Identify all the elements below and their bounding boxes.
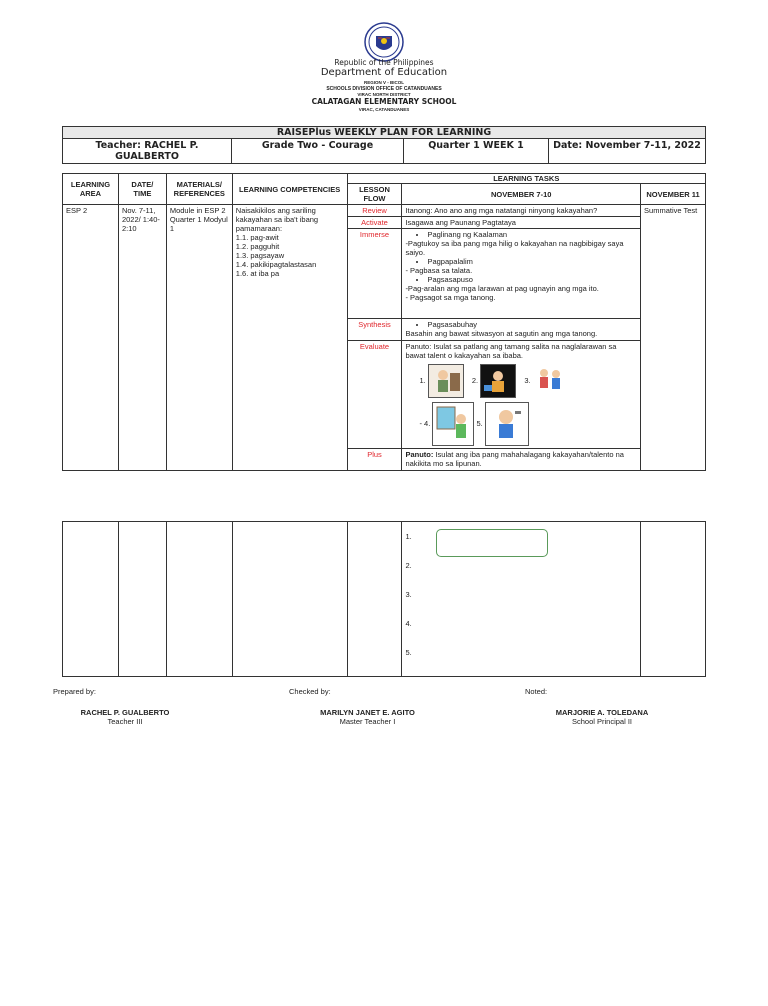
answer-lines-cell [402, 522, 641, 677]
competency-item: 1.3. pagsayaw [235, 251, 285, 260]
immerse-sub: - Pagbasa sa talata. [405, 266, 473, 275]
item-number: 5. [476, 418, 483, 428]
answer-line: 3. [405, 590, 412, 599]
nov-11-cell: Summative Test [641, 205, 706, 471]
flow-evaluate: Evaluate [347, 341, 402, 449]
plan-title-table [62, 126, 706, 164]
empty-cell [347, 522, 402, 677]
header-learning-area: LEARNING AREA [63, 174, 119, 205]
checked-label: Checked by: [289, 687, 331, 696]
answer-line: 2. [405, 561, 412, 570]
header-competencies: LEARNING COMPETENCIES [232, 174, 347, 205]
competencies-intro: Naisakikilos ang sariling kakayahan sa iba't ibang pamamaraan: [235, 206, 319, 233]
header-learning-tasks: LEARNING TASKS [347, 174, 705, 184]
noted-title: School Principal II [571, 717, 633, 726]
synthesis-cell [402, 319, 641, 341]
evaluate-instructions: Panuto: Isulat sa patlang ang tamang salita na naglalarawan sa bawat talent o kakayahan sa ibaba. [405, 342, 617, 360]
empty-cell [166, 522, 232, 677]
competencies-cell [232, 205, 347, 471]
continuation-table [62, 521, 706, 677]
header-materials: MATERIALS/ REFERENCES [166, 174, 232, 205]
empty-cell [63, 522, 119, 677]
singing-boy-image [428, 364, 464, 398]
answer-box [436, 529, 548, 557]
answer-line: 5. [405, 648, 412, 657]
division-text: SCHOOLS DIVISION OFFICE OF CATANDUANES [326, 86, 442, 92]
competency-item: 1.1. pag-awit [235, 233, 279, 242]
department-text: Department of Education [320, 67, 448, 78]
header-lesson-flow: LESSON FLOW [347, 184, 402, 205]
competency-item: 1.2. pagguhit [235, 242, 280, 251]
district-text: VIRAC NORTH DISTRICT [357, 92, 411, 97]
synthesis-bullet: • Pagsasabuhay [427, 320, 637, 329]
lesson-plan-table [62, 173, 706, 471]
synthesis-text: Basahin ang bawat sitwasyon at sagutin ang mga tanong. [405, 329, 598, 338]
answer-line: 4. [405, 619, 412, 628]
plus-instruction-text: Isulat ang iba pang mahahalagang kakayahan/talento na nakikita mo sa lipunan. [405, 450, 624, 468]
review-text: Itanong: Ano ano ang mga natatangi ninyong kakayahan? [402, 205, 641, 217]
school-name: CALATAGAN ELEMENTARY SCHOOL [311, 97, 457, 106]
drawing-kid-image [480, 364, 516, 398]
plus-cell [402, 449, 641, 471]
painting-kid-image [432, 402, 474, 446]
item-number: - [419, 418, 422, 428]
prepared-label: Prepared by: [53, 687, 96, 696]
empty-cell [232, 522, 347, 677]
competency-item: 1.4. pakikipagtalastasan [235, 260, 317, 269]
noted-label: Noted: [525, 687, 548, 696]
immerse-cell [402, 229, 641, 319]
quarter-cell: Quarter 1 WEEK 1 [404, 139, 549, 164]
empty-cell [641, 522, 706, 677]
answer-line: 1. [405, 532, 412, 541]
flow-plus: Plus [347, 449, 402, 471]
prepared-name: RACHEL P. GUALBERTO [80, 708, 170, 717]
plus-instruction-label: Panuto: [405, 450, 434, 459]
grade-cell: Grade Two - Courage [232, 139, 404, 164]
item-number: 2. [471, 375, 479, 385]
immerse-bullet: • Pagpapalalim [427, 257, 637, 266]
activate-text: Isagawa ang Paunang Pagtataya [402, 217, 641, 229]
flow-synthesis: Synthesis [347, 319, 402, 341]
noted-name: MARJORIE A. TOLEDANA [555, 708, 649, 717]
checked-title: Master Teacher I [339, 717, 396, 726]
date-time-cell: Nov. 7-11, 2022/ 1:40-2:10 [118, 205, 166, 471]
immerse-sub: - Pagsagot sa mga tanong. [405, 293, 496, 302]
immerse-bullet: • Pagsasapuso [427, 275, 637, 284]
date-cell: Date: November 7-11, 2022 [549, 139, 706, 164]
region-text: REGION V - BICOL [363, 80, 404, 85]
competency-item: 1.6. at iba pa [235, 269, 280, 278]
flow-review: Review [347, 205, 402, 217]
item-number: 3. [524, 375, 531, 385]
item-number: 1. [419, 375, 426, 385]
flow-activate: Activate [347, 217, 402, 229]
header-nov-11: NOVEMBER 11 [641, 184, 706, 205]
prepared-title: Teacher III [107, 717, 143, 726]
immerse-bullet: • Paglinang ng Kaalaman [427, 230, 637, 239]
immerse-sub: -Pag-aralan ang mga larawan at pag ugnayin ang mga ito. [405, 284, 599, 293]
location-text: VIRAC, CATANDUANES [358, 107, 410, 112]
teacher-cell: Teacher: RACHEL P. GUALBERTO [63, 139, 232, 164]
header-nov-7-10: NOVEMBER 7-10 [402, 184, 641, 205]
checked-name: MARILYN JANET E. AGITO [320, 708, 415, 717]
talking-kid-image [485, 402, 529, 446]
header-date-time: DATE/ TIME [118, 174, 166, 205]
empty-cell [118, 522, 166, 677]
dancing-kids-image [533, 365, 567, 397]
immerse-sub: -Pagtukoy sa iba pang mga hilig o kakayahan na nagbibigay saya saiyo. [405, 239, 624, 257]
plan-title: RAISEPlus WEEKLY PLAN FOR LEARNING [63, 127, 706, 139]
flow-immerse: Immerse [347, 229, 402, 319]
item-number: 4. [424, 418, 431, 428]
deped-seal-logo [364, 22, 404, 62]
evaluate-cell [402, 341, 641, 449]
republic-text: Republic of the Philippines [334, 58, 434, 67]
materials-cell: Module in ESP 2 Quarter 1 Modyul 1 [166, 205, 232, 471]
learning-area-cell: ESP 2 [63, 205, 119, 471]
